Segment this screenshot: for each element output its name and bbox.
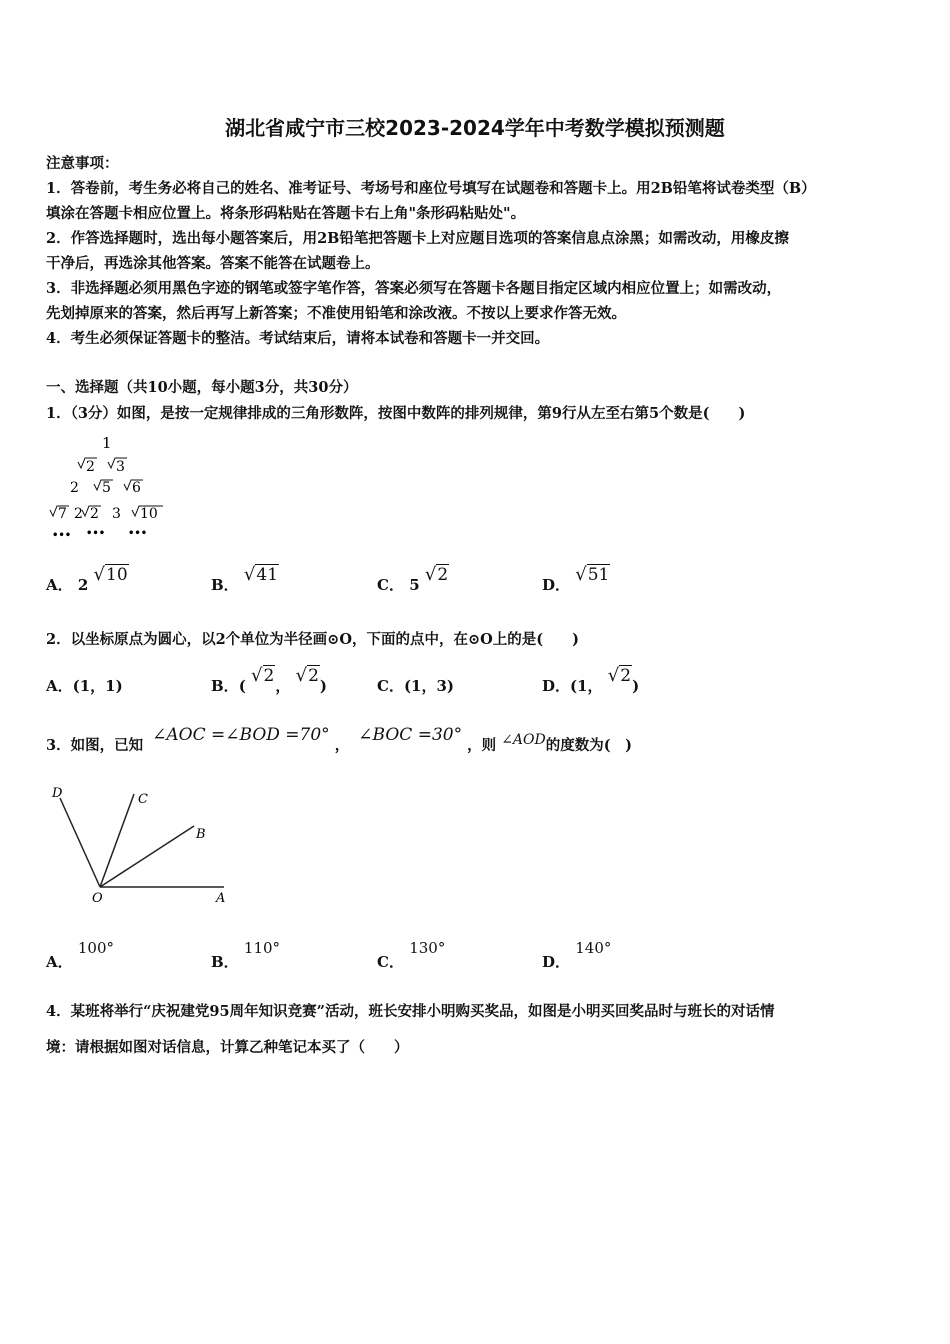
option-coef: 5 (409, 576, 420, 594)
q1-option-a[interactable] (46, 564, 129, 595)
radicand: 51 (587, 565, 610, 585)
q1-option-b[interactable] (211, 564, 279, 595)
point-label-d: D (52, 786, 63, 801)
option-label: A． (46, 677, 73, 695)
notice-line: 先划掉原来的答案，然后再写上新答案；不准使用铅笔和涂改液。不按以上要求作答无效。 (46, 305, 626, 322)
option-label: C． (377, 677, 404, 695)
notice-heading: 注意事项： (46, 155, 119, 172)
question-1-stem: 1．（3分）如图，是按一定规律排成的三角形数阵，按图中数阵的排列规律，第9行从左至右第5个数是( ) (46, 405, 746, 422)
triangle-cell: 5 (102, 480, 111, 496)
ray-ob (100, 826, 194, 887)
q1-option-d[interactable] (542, 564, 610, 595)
option-value: 130° (409, 939, 446, 957)
sqrt-expression: √2 (295, 665, 319, 686)
ray-oc (100, 794, 134, 887)
section-heading: 一、选择题（共10小题，每小题3分，共30分） (46, 379, 358, 396)
stem-text: 3．如图，已知 (46, 737, 144, 754)
point-label-c: C (138, 792, 148, 807)
triangle-cell: 2 (86, 459, 95, 475)
point-label-o: O (92, 891, 103, 906)
notice-line: 2．作答选择题时，选出每小题答案后，用2B铅笔把答题卡上对应题目选项的答案信息点涂黑；如需改动，用橡皮擦 (46, 230, 789, 247)
radicand: 41 (256, 565, 279, 585)
point-label-a: A (216, 891, 226, 906)
triangle-dots: ••• (52, 530, 72, 541)
notice-line: 填涂在答题卡相应位置上。将条形码粘贴在答题卡右上角"条形码粘贴处"。 (46, 205, 526, 222)
q3-option-b[interactable] (211, 939, 281, 972)
q2-option-d[interactable] (542, 665, 640, 696)
option-label: C． (377, 953, 404, 971)
radicand: 2 (620, 666, 632, 686)
option-text: (1，1) (72, 677, 123, 695)
q3-option-c[interactable] (377, 939, 446, 972)
triangle-cell: 3 (112, 506, 121, 522)
stem-text: ， (334, 737, 350, 754)
sqrt-expression: √2 (607, 665, 632, 686)
math-expression: ∠AOD (501, 732, 546, 748)
angle-figure (46, 780, 246, 910)
option-value: 140° (575, 939, 612, 957)
question-4-stem: 4．某班将举行“庆祝建党95周年知识竞赛”活动，班长安排小明购买奖品，如图是小明买回奖品时与班长的对话情 (46, 1003, 775, 1020)
triangle-cell: 1 (102, 434, 112, 452)
option-label: A． (46, 576, 73, 594)
radicand: 2 (308, 666, 319, 686)
triangle-cell: 2 (70, 480, 79, 496)
option-label: D． (542, 576, 571, 594)
option-value: 110° (243, 939, 281, 957)
option-coef: 2 (77, 576, 89, 594)
q3-option-a[interactable] (46, 939, 115, 972)
option-value: 100° (77, 939, 115, 957)
triangle-cell: 2 (90, 506, 99, 522)
option-label: D． (542, 677, 571, 695)
question-3-stem (46, 725, 632, 755)
sqrt-expression: √51 (575, 564, 610, 585)
q2-option-a[interactable] (46, 675, 123, 696)
notice-line: 4．考生必须保证答题卡的整洁。考试结束后，请将本试卷和答题卡一并交回。 (46, 330, 550, 347)
question-2-stem: 2．以坐标原点为圆心，以2个单位为半径画⊙O，下面的点中，在⊙O上的是( ) (46, 631, 579, 648)
sqrt-expression: √41 (243, 564, 279, 585)
q3-option-d[interactable] (542, 939, 612, 972)
triangle-cell: 2 (74, 506, 83, 522)
triangle-cell: 6 (132, 480, 141, 496)
option-text: ( (238, 677, 246, 695)
option-label: A． (46, 953, 73, 971)
triangle-cell: 10 (140, 506, 158, 522)
stem-text: ，则 (467, 737, 497, 754)
option-text: (1，3) (403, 677, 455, 695)
option-text: (1， (570, 677, 603, 695)
ray-od (60, 798, 100, 887)
point-label-b: B (196, 827, 206, 842)
option-label: B． (211, 576, 239, 594)
option-label: B． (211, 953, 239, 971)
triangle-dots: ••• (86, 528, 106, 539)
triangle-cell: 3 (116, 459, 125, 475)
number-triangle-figure (44, 430, 184, 545)
notice-line: 1．答卷前，考生务必将自己的姓名、准考证号、考场号和座位号填写在试题卷和答题卡上。用2B铅笔将试卷类型（B） (46, 180, 816, 197)
sqrt-expression: √10 (93, 564, 128, 585)
option-label: B． (211, 677, 239, 695)
option-label: C． (377, 576, 404, 594)
radicand: 2 (263, 666, 275, 686)
math-expression: ∠BOC =30° (358, 725, 463, 745)
notice-line: 干净后，再选涂其他答案。答案不能答在试题卷上。 (46, 255, 380, 272)
q2-option-b[interactable] (211, 665, 328, 696)
question-4-stem-cont: 境：请根据如图对话信息，计算乙种笔记本买了（ ） (46, 1039, 409, 1056)
option-text: ， (275, 677, 291, 695)
stem-text: 的度数为( ) (545, 737, 632, 754)
notice-line: 3．非选择题必须用黑色字迹的钢笔或签字笔作答，答案必须写在答题卡各题目指定区域内相应位置上；如需改动， (46, 280, 782, 297)
sqrt-expression: √2 (251, 665, 275, 686)
option-text: ) (632, 677, 640, 695)
page-title: 湖北省咸宁市三校2023-2024学年中考数学模拟预测题 (225, 116, 725, 140)
math-expression: ∠AOC =∠BOD =70° (152, 725, 330, 745)
sqrt-expression: √2 (424, 564, 449, 585)
q1-option-c[interactable] (377, 564, 449, 595)
radicand: 2 (437, 565, 449, 585)
option-label: D． (542, 953, 571, 971)
triangle-dots: ••• (128, 528, 148, 539)
triangle-cell: 7 (58, 506, 67, 522)
radicand: 10 (106, 565, 128, 585)
option-text: ) (319, 677, 328, 695)
q2-option-c[interactable] (377, 675, 454, 696)
